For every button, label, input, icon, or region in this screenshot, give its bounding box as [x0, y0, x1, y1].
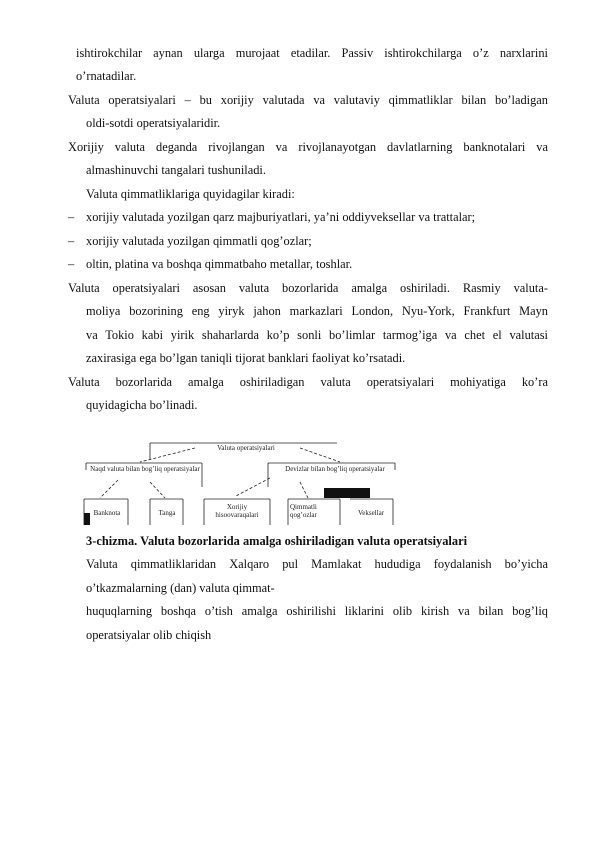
- paragraph-line: zaxirasiga ega bo’lgan taniqli tijorat banklari faoliyat ko’rsatadi.: [86, 351, 406, 365]
- paragraph-line: almashinuvchi tangalari tushuniladi.: [86, 163, 266, 177]
- diagram-leaf-securities: Qimmatli qog’ozlar: [290, 503, 317, 519]
- list-dash: –: [68, 210, 75, 224]
- paragraph-line: Valuta operatsiyalari – bu xorijiy valutada va valutaviy qimmatliklar bilan bo’ladigan: [68, 93, 548, 107]
- list-dash: –: [68, 234, 75, 248]
- list-item: xorijiy valutada yozilgan qarz majburiyatlari, ya’ni oddiyveksellar va trattalar;: [86, 210, 476, 224]
- diagram-leaf-coin: Tanga: [158, 509, 176, 517]
- paragraph-line: Valuta bozorlarida amalga oshiriladigan valuta operatsiyalari mohiyatiga ko’ra: [68, 375, 548, 389]
- paragraph-line: Valuta qimmatliklariga quyidagilar kiradi:: [86, 187, 295, 201]
- list-dash: –: [68, 257, 75, 271]
- paragraph-line: va Tokio kabi yirik shaharlarda ko’p sonli bo’limlar tarmog’iga va chet el valutasi: [86, 328, 548, 342]
- list-item: oltin, platina va boshqa qimmatbaho metallar, toshlar.: [86, 257, 353, 271]
- paragraph-line: Xorijiy valuta deganda rivojlangan va rivojlanayotgan davlatlarning banknotalari va: [68, 140, 548, 154]
- paragraph-line: o’tkazmalarning (dan) valuta qimmat-: [86, 581, 275, 595]
- paragraph-line: Valuta operatsiyalari asosan valuta bozorlarida amalga oshiriladi. Rasmiy valuta-: [68, 281, 548, 295]
- diagram-leaf-banknote: Banknota: [93, 509, 121, 517]
- paragraph-line: huquqlarning boshqa o’tish amalga oshirilishi liklarini olib kirish va bilan bog’liq: [86, 604, 548, 618]
- list-item: xorijiy valutada yozilgan qimmatli qog’ozlar;: [86, 234, 312, 248]
- paragraph-line: operatsiyalar olib chiqish: [86, 628, 212, 642]
- paragraph-line: Valuta qimmatliklaridan Xalqaro pul Mamlakat hududiga foydalanish bo’yicha: [86, 557, 548, 571]
- paragraph-line: o’rnatadilar.: [76, 69, 137, 83]
- paragraph-line: oldi-sotdi operatsiyalaridir.: [86, 116, 221, 130]
- diagram-leaf-foreign-accounts: Xorijiy hisoovaraqalari: [215, 503, 259, 519]
- diagram-node-cash: Naqd valuta bilan bog’liq operatsiyalar: [90, 465, 200, 473]
- diagram-node-foreign-exchange: Devizlar bilan bog’liq operatsiyalar: [285, 465, 385, 473]
- paragraph-line: ishtirokchilar aynan ularga murojaat etadilar. Passiv ishtirokchilarga o’z narxlarini: [76, 46, 548, 60]
- figure-caption: 3-chizma. Valuta bozorlarida amalga oshiriladigan valuta operatsiyalari: [86, 534, 468, 548]
- paragraph-line: moliya bozorining eng yiryk jahon markazlari London, Nyu-York, Frankfurt Mayn: [86, 304, 548, 318]
- diagram-node-top: Valuta operatsiyalari: [217, 444, 275, 452]
- diagram-leaf-bills: Veksellar: [357, 509, 385, 517]
- paragraph-line: quyidagicha bo’linadi.: [86, 398, 198, 412]
